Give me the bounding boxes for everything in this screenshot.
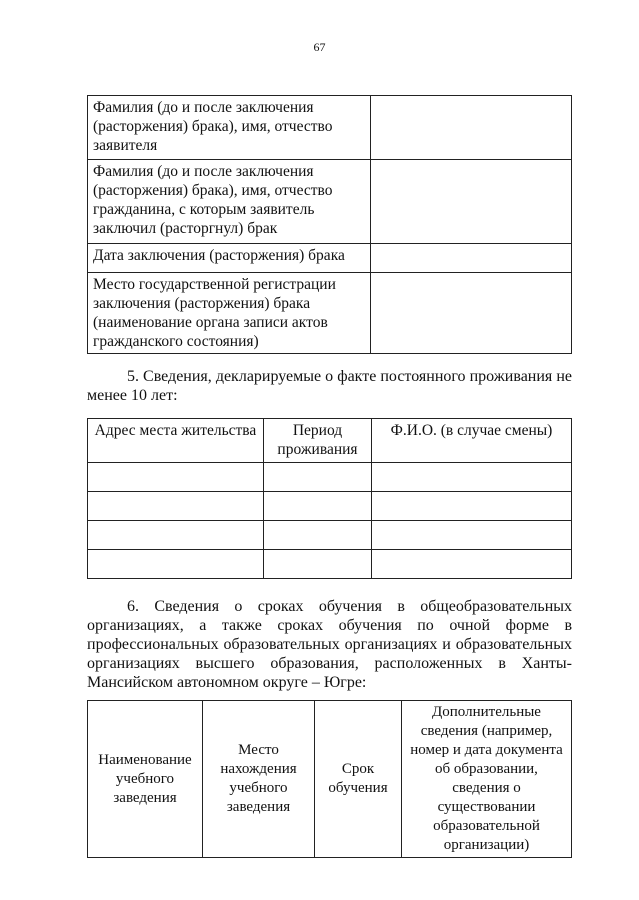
section-5-text: 5. Сведения, декларируемые о факте постоянного проживания не менее 10 лет: <box>87 368 572 404</box>
row-label: Дата заключения (расторжения) брака <box>88 244 371 273</box>
cell-fio[interactable] <box>372 492 572 521</box>
marriage-info-table <box>87 95 572 354</box>
table-row <box>88 492 572 521</box>
row-value-cell[interactable] <box>371 244 572 273</box>
header-period: Период проживания <box>264 419 372 463</box>
cell-period[interactable] <box>264 550 372 579</box>
table-row <box>88 96 572 160</box>
row-value-cell[interactable] <box>371 273 572 354</box>
cell-period[interactable] <box>264 463 372 492</box>
table-row <box>88 463 572 492</box>
table-row <box>88 273 572 354</box>
table-header-row <box>88 419 572 463</box>
cell-address[interactable] <box>88 492 264 521</box>
education-table <box>87 700 572 858</box>
section-6-text: 6. Сведения о сроках обучения в общеобразовательных организациях, а также сроках обучения по очной форме в профессиональных образовательных организациях и образовательных организациях высшего образования, расположенных в Ханты-Мансийском автономном округе – Югре: <box>87 598 572 691</box>
table-row <box>88 550 572 579</box>
residence-table <box>87 418 572 579</box>
cell-address[interactable] <box>88 550 264 579</box>
table-row <box>88 244 572 273</box>
page-number: 67 <box>313 40 326 54</box>
header-additional-info: Дополнительные сведения (например, номер и дата документа об образовании, сведения о существовании образовательной организации) <box>402 701 572 858</box>
header-address: Адрес места жительства <box>88 419 264 463</box>
row-label: Фамилия (до и после заключения (расторжения) брака), имя, отчество гражданина, с которым заявитель заключил (расторгнул) брак <box>88 160 371 244</box>
cell-period[interactable] <box>264 492 372 521</box>
cell-address[interactable] <box>88 521 264 550</box>
row-label: Фамилия (до и после заключения (расторжения) брака), имя, отчество заявителя <box>88 96 371 160</box>
table-row <box>88 160 572 244</box>
cell-fio[interactable] <box>372 521 572 550</box>
cell-fio[interactable] <box>372 550 572 579</box>
row-value-cell[interactable] <box>371 96 572 160</box>
row-value-cell[interactable] <box>371 160 572 244</box>
cell-fio[interactable] <box>372 463 572 492</box>
header-institution-location: Место нахождения учебного заведения <box>203 701 315 858</box>
header-study-period: Срок обучения <box>315 701 402 858</box>
cell-address[interactable] <box>88 463 264 492</box>
row-label: Место государственной регистрации заключения (расторжения) брака (наименование органа записи актов гражданского состояния) <box>88 273 371 354</box>
cell-period[interactable] <box>264 521 372 550</box>
header-fio: Ф.И.О. (в случае смены) <box>372 419 572 463</box>
header-institution-name: Наименование учебного заведения <box>88 701 203 858</box>
table-header-row <box>88 701 572 858</box>
table-row <box>88 521 572 550</box>
